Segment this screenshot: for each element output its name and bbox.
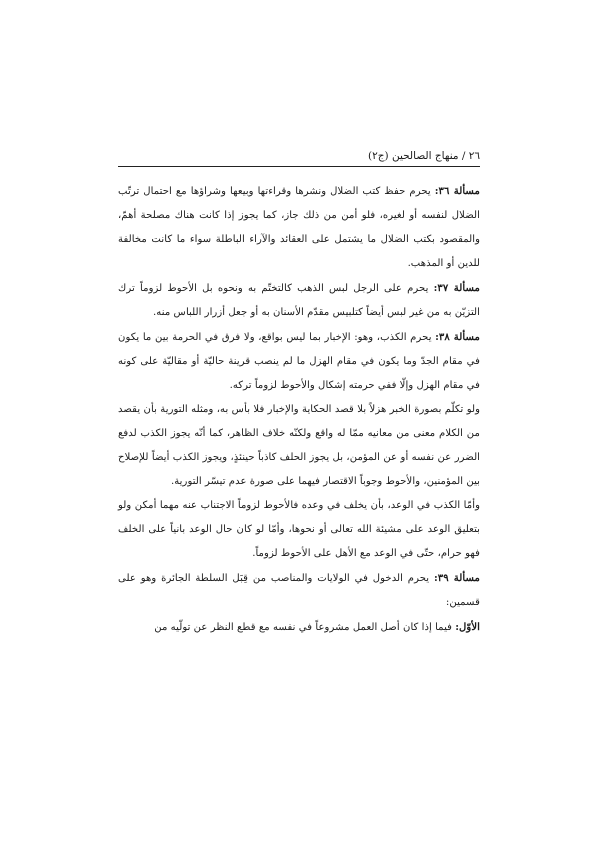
paragraph-text: فيما إذا كان أصل العمل مشروعاً في نفسه مع قطع النظر عن تولّيه من bbox=[154, 622, 456, 633]
paragraph-issue-38 bbox=[118, 325, 480, 398]
paragraph-lying-exceptions bbox=[118, 398, 480, 494]
issue-label: مسألة ٣٩: bbox=[433, 572, 481, 584]
paragraph-promise-lying bbox=[118, 494, 480, 566]
page-content bbox=[118, 150, 480, 640]
issue-label: مسألة ٣٦: bbox=[434, 185, 480, 197]
paragraph-text: يحرم الدخول في الولايات والمناصب من قِبَل السلطة الجائرة وهو على قسمين: bbox=[118, 573, 480, 608]
issue-label: مسألة ٣٨: bbox=[435, 331, 480, 343]
paragraph-text: ولو تكلّم بصورة الخبر هزلاً بلا قصد الحكاية والإخبار فلا بأس به، ومثله التورية بأن يقصد من الكلام معنى من معانيه ممّا له واقع ولكنّه خلاف الظاهر، كما أنّه يجوز الكذب لدفع الضرر عن نفسه أو عن المؤمن، بل يجوز الحلف كاذباً حينئذٍ، ويجوز الكذب أيضاً للإصلاح بين المؤمنين، والأحوط وجوباً الاقتصار فيهما على صورة عدم تيسّر التورية. bbox=[118, 404, 480, 487]
paragraph-text: يحرم حفظ كتب الضلال ونشرها وقراءتها وبيعها وشراؤها مع احتمال ترتّب الضلال لنفسه أو لغيره، فلو أمن من ذلك جاز، كما يجوز إذا كانت هناك مصلحة أهمّ، والمقصود بكتب الضلال ما يشتمل على العقائد والآراء الباطلة سواء ما كانت مخالفة للدين أو المذهب. bbox=[118, 186, 480, 269]
issue-label: مسألة ٣٧: bbox=[433, 282, 480, 294]
paragraph-issue-36 bbox=[118, 179, 480, 276]
paragraph-text: وأمّا الكذب في الوعد، بأن يخلف في وعده فالأحوط لزوماً الاجتناب عنه مهما أمكن ولو بتعليق الوعد على مشيئة الله تعالى أو نحوها، وأمّا لو كان حال الوعد بانياً على الخلف فهو حرام، حتّى في الوعد مع الأهل على الأحوط لزوماً. bbox=[118, 500, 480, 559]
running-header bbox=[118, 150, 480, 167]
paragraph-first-category bbox=[118, 615, 480, 640]
category-label: الأوّل: bbox=[455, 621, 480, 633]
paragraph-text: يحرم الكذب، وهو: الإخبار بما ليس بواقع، ولا فرق في الحرمة بين ما يكون في مقام الجدّ وما يكون في مقام الهزل ما لم ينصب قرينة حاليّة أو مقاليّة على كونه في مقام الهزل وإلّا ففي حرمته إشكال والأحوط لزوماً تركه. bbox=[118, 332, 480, 391]
paragraph-issue-37 bbox=[118, 276, 480, 325]
paragraph-text: يحرم على الرجل لبس الذهب كالتختّم به ونحوه بل الأحوط لزوماً ترك التزيّن به من غير لبس أيضاً كتلبيس مقدّم الأسنان به أو جعل أزرار اللباس منه. bbox=[118, 283, 480, 318]
running-title: ٢٦ / منهاج الصالحين (ج٢) bbox=[368, 150, 480, 162]
paragraph-issue-39 bbox=[118, 566, 480, 615]
